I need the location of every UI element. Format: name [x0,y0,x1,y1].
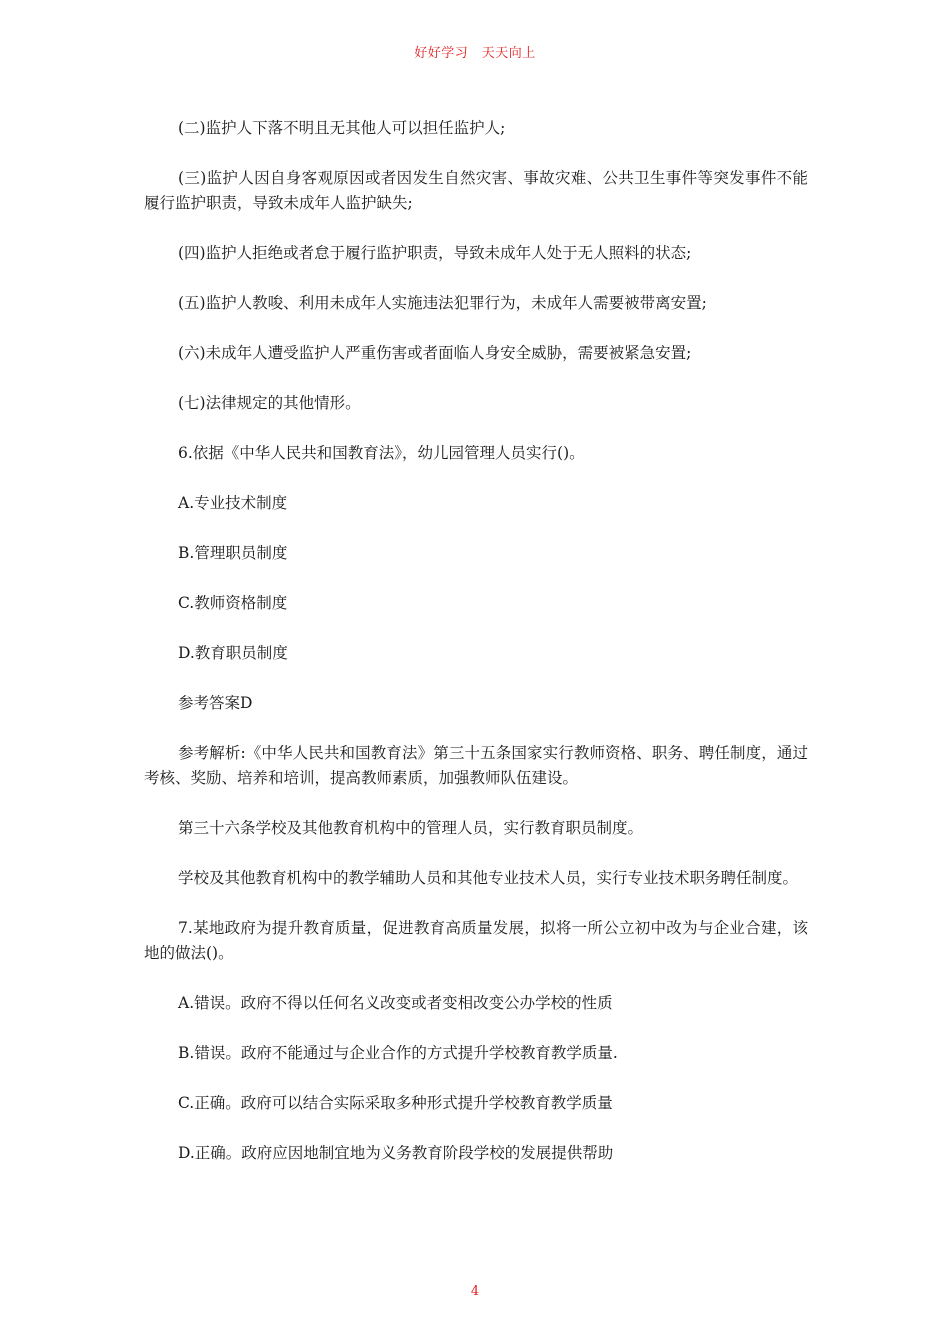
clause-5: (五)监护人教唆、利用未成年人实施违法犯罪行为，未成年人需要被带离安置; [178,294,707,312]
q6-analysis-article-36: 第三十六条学校及其他教育机构中的管理人员，实行教育职员制度。 [178,819,644,837]
q6-option-d: D.教育职员制度 [178,644,288,662]
q7-option-b: B.错误。政府不能通过与企业合作的方式提升学校教育教学质量. [178,1044,618,1062]
clause-4: (四)监护人拒绝或者怠于履行监护职责，导致未成年人处于无人照料的状态; [178,244,692,262]
q7-option-a: A.错误。政府不得以任何名义改变或者变相改变公办学校的性质 [178,994,613,1012]
page-number: 4 [470,1284,480,1299]
q7-option-d: D.正确。政府应因地制宜地为义务教育阶段学校的发展提供帮助 [178,1144,614,1162]
clause-6: (六)未成年人遭受监护人严重伤害或者面临人身安全威胁，需要被紧急安置; [178,344,692,362]
q6-option-c: C.教师资格制度 [178,594,288,612]
page-header: 好好学习 天天向上 [414,46,536,61]
q6-answer: 参考答案D [178,694,253,712]
clause-3: (三)监护人因自身客观原因或者因发生自然灾害、事故灾难、公共卫生事件等突发事件不能履行监护职责，导致未成年人监护缺失; [144,169,808,212]
clause-2: (二)监护人下落不明且无其他人可以担任监护人; [178,119,506,137]
clause-7: (七)法律规定的其他情形。 [178,394,361,412]
question-6: 6.依据《中华人民共和国教育法》，幼儿园管理人员实行()。 [178,444,585,462]
q6-option-a: A.专业技术制度 [178,494,288,512]
q7-option-c: C.正确。政府可以结合实际采取多种形式提升学校教育教学质量 [178,1094,613,1112]
q6-analysis: 参考解析:《中华人民共和国教育法》第三十五条国家实行教师资格、职务、聘任制度，通过考核、奖励、培养和培训，提高教师素质，加强教师队伍建设。 [144,744,808,787]
q6-option-b: B.管理职员制度 [178,544,288,562]
q6-analysis-article-36-cont: 学校及其他教育机构中的教学辅助人员和其他专业技术人员，实行专业技术职务聘任制度。 [178,869,799,887]
question-7: 7.某地政府为提升教育质量，促进教育高质量发展，拟将一所公立初中改为与企业合建，该地的做法()。 [144,919,808,962]
document-body [144,116,808,1191]
